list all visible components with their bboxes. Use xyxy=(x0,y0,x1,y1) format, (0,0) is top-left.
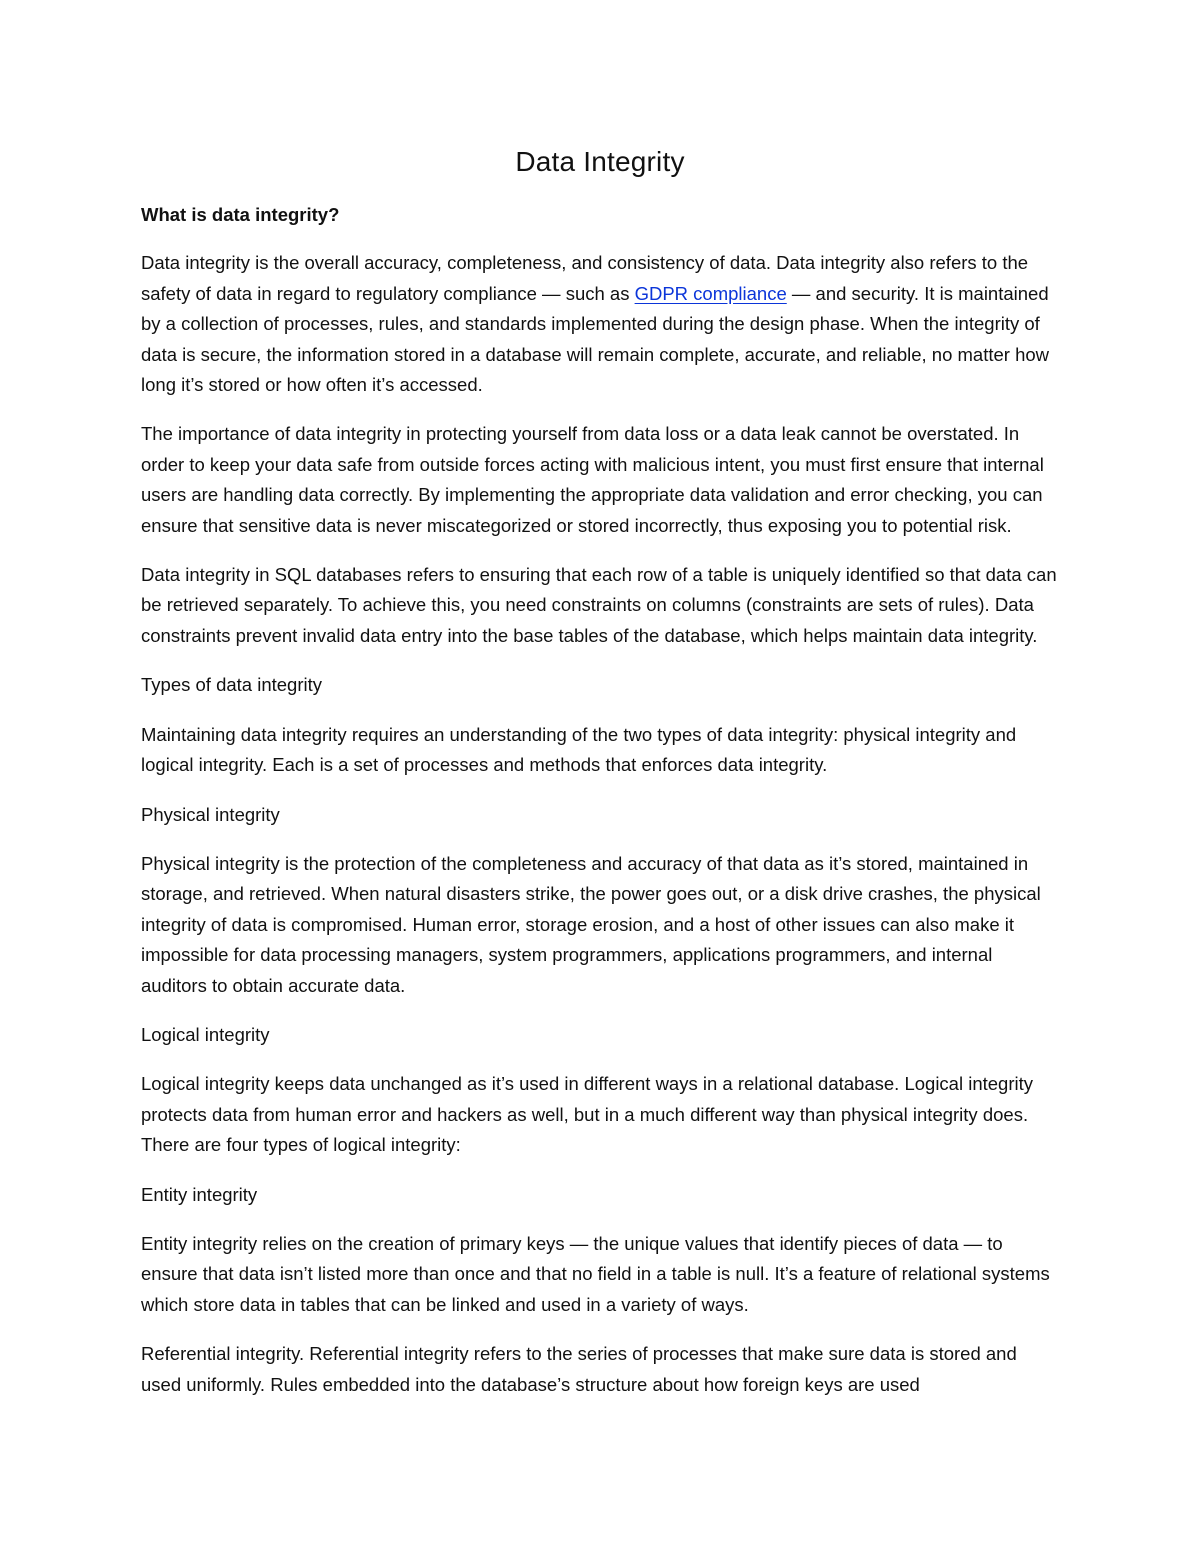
paragraph-definition xyxy=(141,248,1059,400)
document-body xyxy=(141,142,1059,1419)
section-question: What is data integrity? xyxy=(141,204,340,225)
gdpr-compliance-link[interactable]: GDPR compliance xyxy=(634,282,787,304)
paragraph-physical: Physical integrity is the protection of the completeness and accuracy of that data as it’s stored, maintained in storage, and retrieved. When natural disasters strike, the power goes out, or a disk drive crashes, the physical integrity of data is compromised. Human error, storage erosion, and a host of other issues can also make it impossible for data processing managers, system programmers, applications programmers, and internal auditors to obtain accurate data. xyxy=(141,852,1041,996)
heading-types: Types of data integrity xyxy=(141,674,322,696)
paragraph-sql: Data integrity in SQL databases refers to ensuring that each row of a table is uniquely identified so that data can be retrieved separately. To achieve this, you need constraints on columns (constraints are sets of rules). Data constraints prevent invalid data entry into the base tables of the database, which helps maintain data integrity. xyxy=(141,564,1057,646)
paragraph-definition-text-1: Data integrity is the overall accuracy, completeness, and consistency of data. Data integrity also refers to the safety of data in regard to regulatory compliance — such as xyxy=(141,252,1029,304)
paragraph-logical: Logical integrity keeps data unchanged as it’s used in different ways in a relational database. Logical integrity protects data from human error and hackers as well, but in a much different way than physical integrity does. There are four types of logical integrity: xyxy=(141,1073,1033,1156)
heading-logical: Logical integrity xyxy=(141,1023,270,1045)
paragraph-entity: Entity integrity relies on the creation of primary keys — the unique values that identify pieces of data — to ensure that data isn’t listed more than once and that no field in a table is null. It’s a feature of relational systems which store data in tables that can be linked and used in a variety of ways. xyxy=(141,1232,1050,1315)
heading-entity: Entity integrity xyxy=(141,1183,258,1205)
paragraph-definition-text-2: — and security. It is maintained by a collection of processes, rules, and standards implemented during the design phase. When the integrity of data is secure, the information stored in a database will remain complete, accurate, and reliable, no matter how long it’s stored or how often it’s accessed. xyxy=(141,282,1050,396)
paragraph-importance: The importance of data integrity in protecting yourself from data loss or a data leak cannot be overstated. In order to keep your data safe from outside forces acting with malicious intent, you must first ensure that internal users are handling data correctly. By implementing the appropriate data validation and error checking, you can ensure that sensitive data is never miscategorized or stored incorrectly, thus exposing you to potential risk. xyxy=(141,423,1044,536)
document-title: Data Integrity xyxy=(515,146,685,177)
heading-physical: Physical integrity xyxy=(141,803,280,825)
paragraph-types: Maintaining data integrity requires an understanding of the two types of data integrity: physical integrity and logical integrity. Each is a set of processes and methods that enforces data integrity. xyxy=(141,723,1017,776)
paragraph-referential: Referential integrity. Referential integrity refers to the series of processes that make sure data is stored and used uniformly. Rules embedded into the database’s structure about how foreign keys are used xyxy=(141,1343,1017,1395)
